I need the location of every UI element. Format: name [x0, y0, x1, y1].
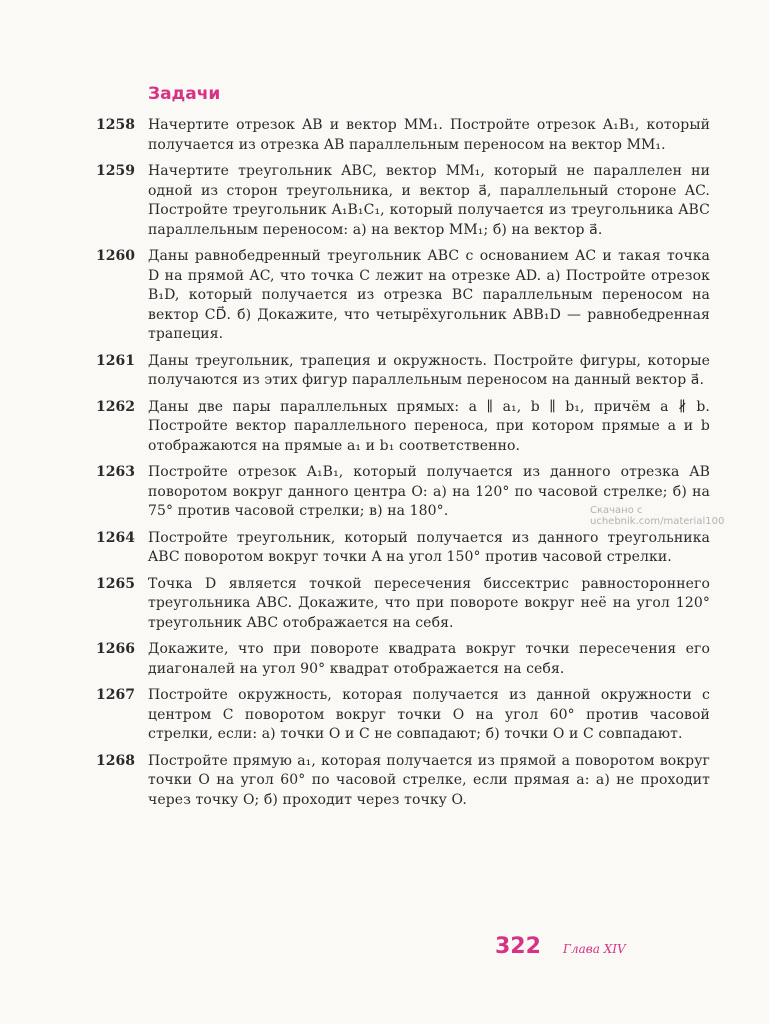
problem-number: 1260 — [96, 248, 135, 264]
problem-number: 1258 — [96, 117, 135, 133]
problem-number: 1267 — [96, 687, 135, 703]
problem-number: 1263 — [96, 464, 135, 480]
problem-item — [96, 352, 710, 391]
problem-number: 1265 — [96, 575, 135, 592]
problem-number: 1264 — [96, 529, 135, 546]
page-number: 322 — [495, 934, 541, 959]
problem-item — [96, 529, 710, 568]
problem-text: Начертите отрезок AB и вектор MM₁. Постройте отрезок A₁B₁, который получается из отрезка AB параллельным переносом на вектор MM₁. — [148, 117, 710, 153]
problem-item — [96, 162, 710, 240]
problem-item — [96, 398, 710, 457]
problem-number: 1261 — [96, 352, 135, 369]
problem-text: Точка D является точкой пересечения биссектрис равностороннего треугольника ABC. Докажите, что при повороте вокруг неё на угол 120° треугольник ABC отображается на себя. — [148, 575, 710, 631]
problem-text: Постройте прямую a₁, которая получается из прямой a поворотом вокруг точки O на угол 60° по часовой стрелке, если прямая a: а) не проходит через точку O; б) проходит через точку O. — [148, 752, 710, 808]
problem-text: Постройте отрезок A₁B₁, который получается из данного отрезка AB поворотом вокруг данного центра O: а) на 120° по часовой стрелке; б) на 75° против часовой стрелки; в) на 180°. — [148, 464, 710, 519]
problem-number: 1259 — [96, 163, 135, 179]
problem-text: Докажите, что при повороте квадрата вокруг точки пересечения его диагоналей на угол 90° квадрат отображается на себя. — [148, 641, 710, 677]
chapter-label: Глава XIV — [563, 942, 626, 956]
problem-item — [96, 686, 710, 745]
problem-number: 1268 — [96, 752, 135, 769]
problem-text: Начертите треугольник ABC, вектор MM₁, который не параллелен ни одной из сторон треугольника, и вектор a⃗, параллельный стороне AC. Постройте треугольник A₁B₁C₁, который получается из треугольника ABC параллельным переносом: а) на вектор MM₁; б) на вектор a⃗. — [148, 163, 710, 238]
problem-list — [96, 116, 710, 817]
section-title: Задачи — [148, 84, 221, 104]
problem-text: Даны равнобедренный треугольник ABC с основанием AC и такая точка D на прямой AC, что точка C лежит на отрезке AD. а) Постройте отрезок B₁D, который получается из отрезка BC параллельным переносом на вектор CD⃗. б) Докажите, что четырёхугольник ABB₁D — равнобедренная трапеция. — [148, 248, 710, 342]
problem-item — [96, 640, 710, 679]
watermark: Скачано с uchebnik.com/material100 — [590, 505, 725, 527]
problem-item — [96, 247, 710, 345]
problem-text: Постройте треугольник, который получается из данного треугольника ABC поворотом вокруг точки A на угол 150° против часовой стрелки. — [148, 529, 710, 565]
problem-text: Даны две пары параллельных прямых: a ∥ a₁, b ∥ b₁, причём a ∦ b. Постройте вектор параллельного переноса, при котором прямые a и b отображаются на прямые a₁ и b₁ соответственно. — [148, 398, 710, 454]
problem-number: 1266 — [96, 641, 135, 657]
problem-item — [96, 575, 710, 634]
problem-text: Постройте окружность, которая получается из данной окружности с центром C поворотом вокруг точки O на угол 60° против часовой стрелки, если: а) точки O и C не совпадают; б) точки O и C совпадают. — [148, 687, 710, 742]
problem-number: 1262 — [96, 398, 135, 415]
problem-item — [96, 752, 710, 811]
problem-item — [96, 116, 710, 155]
problem-text: Даны треугольник, трапеция и окружность. Постройте фигуры, которые получаются из этих фигур параллельным переносом на данный вектор a⃗. — [148, 352, 710, 388]
